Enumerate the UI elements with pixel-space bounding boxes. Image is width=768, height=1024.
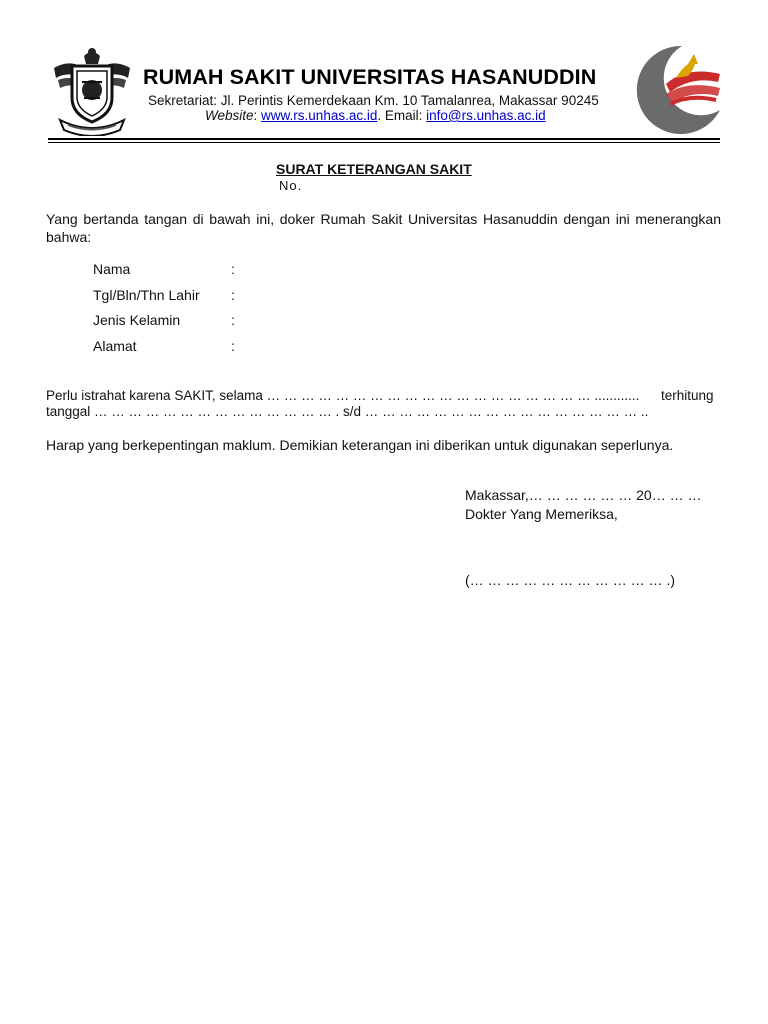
field-gender-label: Jenis Kelamin [93,312,181,328]
signer-title: Dokter Yang Memeriksa, [465,506,618,522]
field-birthdate-colon: : [231,287,235,303]
website-separator: : [253,108,262,123]
place-date-line: Makassar,… … … … … … 20… … … [465,487,702,503]
document-title: SURAT KETERANGAN SAKIT [276,161,472,177]
document-number-label: No. [279,178,303,193]
rest-dates-line: tanggal … … … … … … … … … … … … … … . s/d … … … … … … … … … … … … … … … … .. [46,404,649,419]
rest-period-line: Perlu istrahat karena SAKIT, selama … … … … … … … … … … … … … … … … … … … ............ [46,388,640,403]
header-rule-thin [48,142,720,143]
contact-line [205,108,546,123]
intro-paragraph: Yang bertanda tangan di bawah ini, doker Rumah Sakit Universitas Hasanuddin dengan ini menerangkan bahwa: [46,211,721,245]
header-rule-thick [48,138,720,140]
rest-period-line-end: terhitung [661,388,714,403]
email-link[interactable]: info@rs.unhas.ac.id [426,108,546,123]
website-label: Website [205,108,254,123]
website-link[interactable]: www.rs.unhas.ac.id [261,108,378,123]
email-label: . Email: [377,108,427,123]
closing-paragraph: Harap yang berkepentingan maklum. Demikian keterangan ini diberikan untuk digunakan seperlunya. [46,437,674,453]
institution-name: RUMAH SAKIT UNIVERSITAS HASANUDDIN [143,65,597,89]
field-birthdate-label: Tgl/Bln/Thn Lahir [93,287,200,303]
institution-address: Sekretariat: Jl. Perintis Kemerdekaan Km. 10 Tamalanrea, Makassar 90245 [148,93,599,108]
university-crest-icon [50,46,134,136]
field-address-label: Alamat [93,338,137,354]
field-name-colon: : [231,261,235,277]
field-address-colon: : [231,338,235,354]
field-gender-colon: : [231,312,235,328]
field-name-label: Nama [93,261,131,277]
hospital-crescent-logo-icon [636,44,722,136]
signature-line: (… … … … … … … … … … … .) [465,572,675,588]
